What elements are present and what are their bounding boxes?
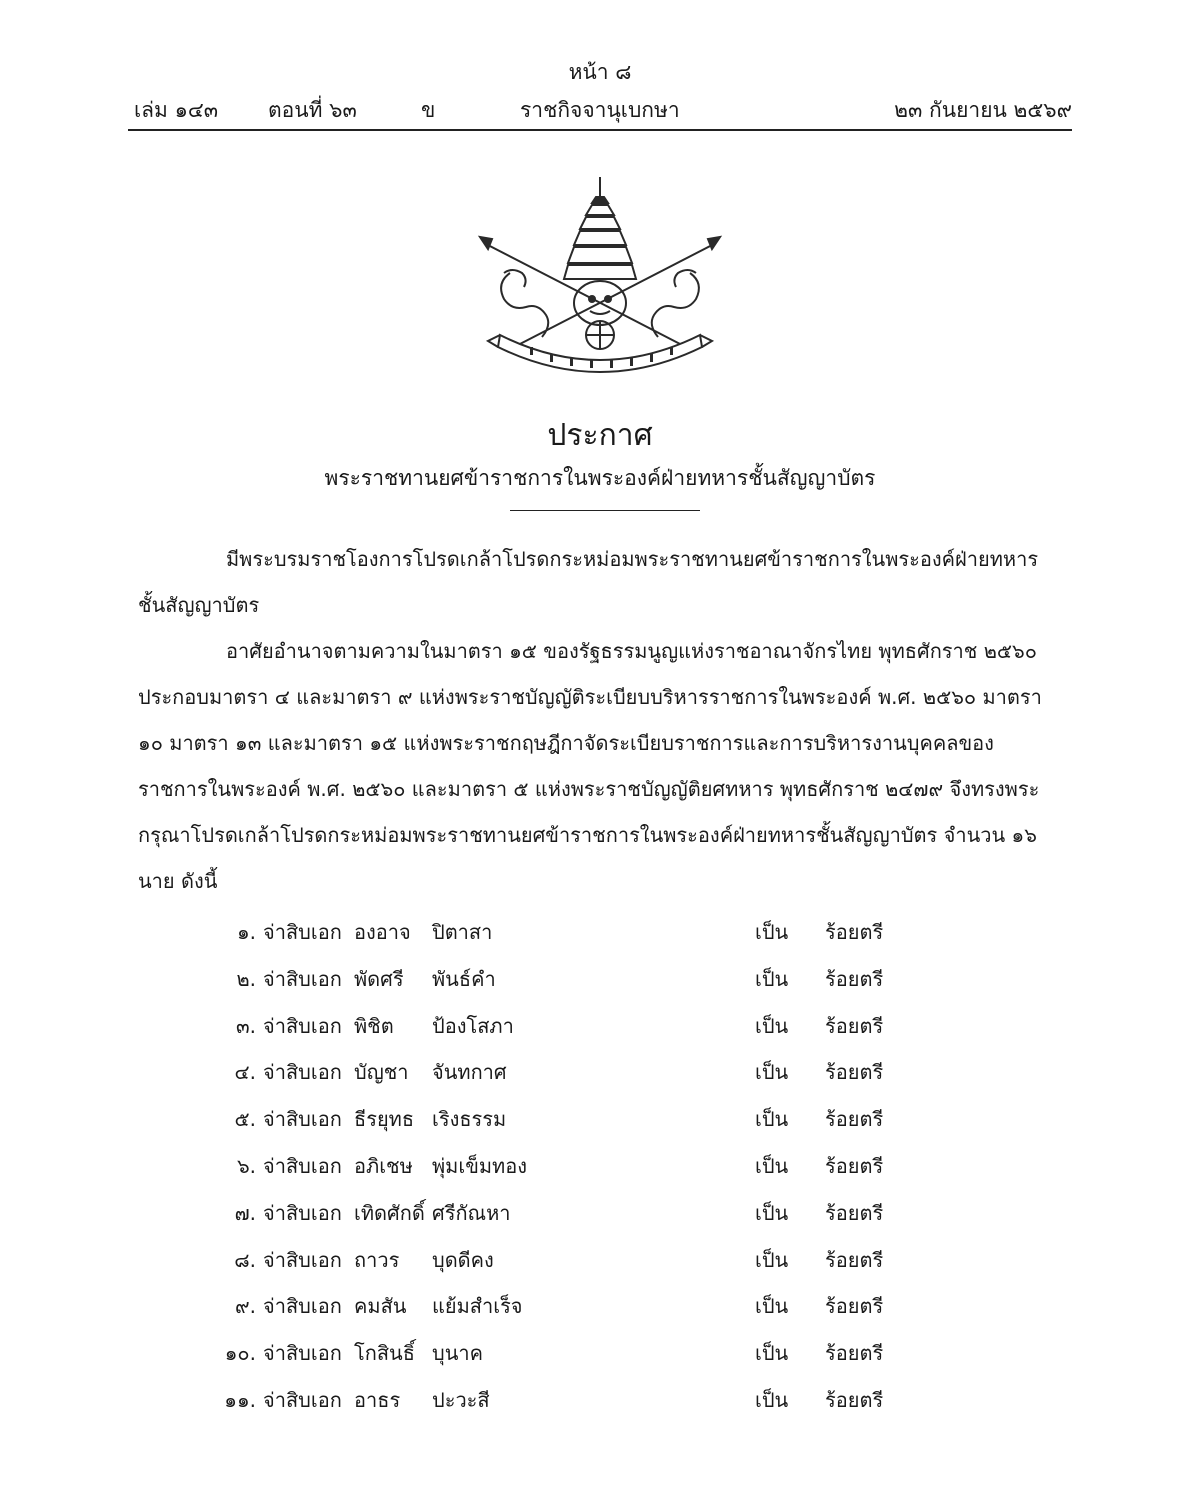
volume: เล่ม ๑๔๓ — [134, 98, 219, 122]
item-number: ๑. — [236, 920, 256, 944]
appointment-verb: เป็น — [755, 1387, 789, 1412]
new-rank: ร้อยตรี — [825, 1200, 884, 1225]
first-name: พิชิต — [354, 1013, 394, 1038]
item-number: ๙. — [234, 1294, 256, 1319]
current-rank: จ่าสิบเอก — [263, 1294, 342, 1319]
item-number: ๒. — [236, 966, 256, 991]
last-name: ปิตาสา — [432, 920, 493, 944]
first-name: เทิดศักดิ์ — [354, 1200, 425, 1225]
current-rank: จ่าสิบเอก — [263, 1247, 342, 1272]
appointment-row — [0, 1327, 1200, 1374]
publication-name: ราชกิจจานุเบกษา — [520, 98, 680, 122]
first-name: พัดศรี — [354, 966, 404, 991]
appointment-row — [0, 1046, 1200, 1093]
new-rank: ร้อยตรี — [825, 1247, 884, 1272]
new-rank: ร้อยตรี — [825, 920, 884, 944]
announcement-title: ประกาศ — [547, 418, 653, 453]
opening-paragraph: มีพระบรมราชโองการโปรดเกล้าโปรดกระหม่อมพระราชทานยศข้าราชการในพระองค์ฝ่ายทหาร ชั้นสัญญาบัตร — [138, 547, 1039, 617]
appointment-row — [0, 1093, 1200, 1140]
last-name: บุดดีคง — [432, 1247, 494, 1272]
first-name: ธีรยุทธ — [354, 1107, 415, 1132]
title-divider — [510, 510, 700, 511]
appointment-row — [0, 953, 1200, 1000]
current-rank: จ่าสิบเอก — [263, 1341, 342, 1366]
royal-emblem-icon — [470, 175, 730, 375]
item-number: ๑๑. — [224, 1387, 256, 1412]
item-number: ๖. — [236, 1153, 256, 1178]
appointment-row — [0, 1374, 1200, 1421]
page-number: หน้า ๘ — [568, 60, 632, 84]
current-rank: จ่าสิบเอก — [263, 1107, 342, 1132]
section: ข — [421, 98, 436, 122]
gazette-header — [134, 94, 1072, 124]
current-rank: จ่าสิบเอก — [263, 966, 342, 991]
issue: ตอนที่ ๖๓ — [268, 98, 357, 122]
appointment-verb: เป็น — [755, 1013, 789, 1038]
last-name: ป้องโสภา — [432, 1013, 514, 1038]
appointment-row — [0, 1000, 1200, 1047]
appointment-row — [0, 1187, 1200, 1234]
appointment-verb: เป็น — [755, 1200, 789, 1225]
last-name: พุ่มเข็มทอง — [432, 1153, 528, 1178]
item-number: ๑๐. — [224, 1341, 256, 1366]
publication-date: ๒๓ กันยายน ๒๕๖๙ — [894, 98, 1072, 122]
last-name: ศรีกัณหา — [432, 1200, 511, 1225]
first-name: อาธร — [354, 1387, 401, 1412]
new-rank: ร้อยตรี — [825, 1107, 884, 1132]
last-name: แย้มสำเร็จ — [432, 1294, 523, 1319]
first-name: คมสัน — [354, 1294, 407, 1319]
new-rank: ร้อยตรี — [825, 1060, 884, 1085]
new-rank: ร้อยตรี — [825, 966, 884, 991]
new-rank: ร้อยตรี — [825, 1341, 884, 1366]
appointment-verb: เป็น — [755, 1107, 789, 1132]
first-name: อภิเชษ — [354, 1153, 413, 1178]
last-name: เริงธรรม — [432, 1107, 507, 1132]
announcement-subtitle: พระราชทานยศข้าราชการในพระองค์ฝ่ายทหารชั้นสัญญาบัตร — [324, 466, 876, 490]
appointment-verb: เป็น — [755, 1341, 789, 1366]
item-number: ๓. — [235, 1013, 256, 1038]
header-divider — [128, 129, 1072, 131]
item-number: ๕. — [234, 1107, 256, 1132]
appointment-verb: เป็น — [755, 920, 789, 944]
new-rank: ร้อยตรี — [825, 1294, 884, 1319]
current-rank: จ่าสิบเอก — [263, 1060, 342, 1085]
appointment-list — [0, 906, 1200, 1421]
current-rank: จ่าสิบเอก — [263, 1153, 342, 1178]
first-name: ถาวร — [354, 1247, 400, 1272]
last-name: ปะวะสี — [432, 1387, 490, 1412]
current-rank: จ่าสิบเอก — [263, 1387, 342, 1412]
appointment-verb: เป็น — [755, 1153, 789, 1178]
last-name: จันทกาศ — [432, 1060, 507, 1085]
current-rank: จ่าสิบเอก — [263, 1200, 342, 1225]
current-rank: จ่าสิบเอก — [263, 1013, 342, 1038]
appointment-row — [0, 1234, 1200, 1281]
first-name: โกสินธิ์ — [354, 1341, 415, 1366]
appointment-verb: เป็น — [755, 966, 789, 991]
appointment-verb: เป็น — [755, 1294, 789, 1319]
item-number: ๘. — [234, 1247, 256, 1272]
appointment-verb: เป็น — [755, 1247, 789, 1272]
last-name: บุนาค — [432, 1341, 483, 1366]
new-rank: ร้อยตรี — [825, 1013, 884, 1038]
first-name: บัญชา — [354, 1060, 409, 1085]
last-name: พันธ์คำ — [432, 966, 496, 991]
item-number: ๔. — [234, 1060, 256, 1085]
legal-basis-paragraph: อาศัยอำนาจตามความในมาตรา ๑๕ ของรัฐธรรมนูญแห่งราชอาณาจักรไทย พุทธศักราช ๒๕๖๐ ประกอบมาตรา ๔ และมาตรา ๙ แห่งพระราชบัญญัติระเบียบบริหารราชการในพระองค์ พ.ศ. ๒๕๖๐ มาตรา ๑๐ มาตรา ๑๓ และมาตรา ๑๕ แห่งพระราชกฤษฎีกาจัดระเบียบราชการและการบริหารงานบุคคลของราชการในพระองค์ พ.ศ. ๒๕๖๐ และมาตรา ๕ แห่งพระราชบัญญัติยศทหาร พุทธศักราช ๒๔๗๙ จึงทรงพระกรุณาโปรดเกล้าโปรดกระหม่อมพระราชทานยศข้าราชการในพระองค์ฝ่ายทหารชั้นสัญญาบัตร จำนวน ๑๖ นาย ดังนี้ — [138, 639, 1042, 893]
new-rank: ร้อยตรี — [825, 1387, 884, 1412]
first-name: องอาจ — [354, 920, 411, 944]
new-rank: ร้อยตรี — [825, 1153, 884, 1178]
current-rank: จ่าสิบเอก — [263, 920, 342, 944]
item-number: ๗. — [234, 1200, 256, 1225]
appointment-row — [0, 1280, 1200, 1327]
appointment-row — [0, 1140, 1200, 1187]
appointment-row — [0, 906, 1200, 953]
appointment-verb: เป็น — [755, 1060, 789, 1085]
